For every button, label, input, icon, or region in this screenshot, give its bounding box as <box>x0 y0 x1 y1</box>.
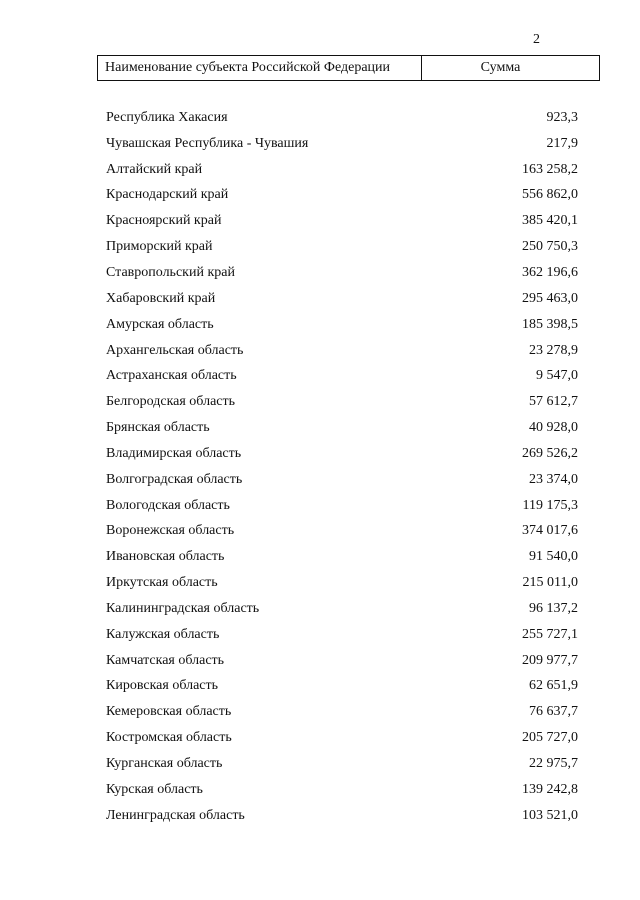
table-row <box>106 415 578 441</box>
region-name: Ивановская область <box>106 549 225 565</box>
region-list <box>106 105 578 829</box>
table-header <box>97 55 600 81</box>
table-row <box>106 389 578 415</box>
table-row <box>106 570 578 596</box>
region-amount: 9 547,0 <box>536 368 578 384</box>
region-amount: 250 750,3 <box>522 239 578 255</box>
region-amount: 385 420,1 <box>522 213 578 229</box>
table-row <box>106 157 578 183</box>
region-name: Камчатская область <box>106 652 225 668</box>
region-amount: 269 526,2 <box>522 445 578 461</box>
header-sum: Сумма <box>480 60 521 75</box>
table-row <box>106 519 578 545</box>
region-amount: 556 862,0 <box>522 187 578 203</box>
table-row <box>106 596 578 622</box>
region-amount: 295 463,0 <box>522 290 578 306</box>
page-number: 2 <box>533 32 540 47</box>
table-row <box>106 131 578 157</box>
region-name: Архангельская область <box>106 342 244 358</box>
table-row <box>106 777 578 803</box>
region-name: Краснодарский край <box>106 187 229 203</box>
region-amount: 205 727,0 <box>522 730 578 746</box>
region-amount: 255 727,1 <box>522 626 578 642</box>
region-name: Владимирская область <box>106 445 242 461</box>
region-name: Брянская область <box>106 420 210 436</box>
region-name: Иркутская область <box>106 575 218 591</box>
table-row <box>106 648 578 674</box>
region-name: Костромская область <box>106 730 232 746</box>
region-amount: 374 017,6 <box>522 523 578 539</box>
region-name: Калужская область <box>106 626 220 642</box>
region-amount: 91 540,0 <box>529 549 578 565</box>
region-amount: 209 977,7 <box>522 652 578 668</box>
region-name: Белгородская область <box>106 394 236 410</box>
table-row <box>106 208 578 234</box>
table-row <box>106 363 578 389</box>
region-amount: 103 521,0 <box>522 807 578 823</box>
region-amount: 923,3 <box>546 109 578 125</box>
region-amount: 362 196,6 <box>522 264 578 280</box>
region-amount: 22 975,7 <box>529 756 578 772</box>
region-amount: 57 612,7 <box>529 394 578 410</box>
table-row <box>106 312 578 338</box>
table-row <box>106 751 578 777</box>
region-name: Волгоградская область <box>106 471 243 487</box>
region-name: Калининградская область <box>106 600 260 616</box>
region-name: Вологодская область <box>106 497 230 513</box>
table-row <box>106 493 578 519</box>
table-row <box>106 441 578 467</box>
region-name: Ленинградская область <box>106 807 245 823</box>
region-name: Республика Хакасия <box>106 109 228 125</box>
table-row <box>106 544 578 570</box>
table-row <box>106 105 578 131</box>
table-row <box>106 803 578 829</box>
region-name: Чувашская Республика - Чувашия <box>106 135 309 151</box>
region-name: Ставропольский край <box>106 264 235 280</box>
region-amount: 215 011,0 <box>522 575 578 591</box>
region-name: Хабаровский край <box>106 290 216 306</box>
table-row <box>106 725 578 751</box>
region-name: Красноярский край <box>106 213 222 229</box>
table-row <box>106 183 578 209</box>
region-amount: 62 651,9 <box>529 678 578 694</box>
region-amount: 119 175,3 <box>522 497 578 513</box>
table-row <box>106 467 578 493</box>
region-name: Курская область <box>106 781 203 797</box>
region-amount: 40 928,0 <box>529 420 578 436</box>
region-amount: 23 278,9 <box>529 342 578 358</box>
region-amount: 23 374,0 <box>529 471 578 487</box>
table-row <box>106 260 578 286</box>
table-row <box>106 234 578 260</box>
region-amount: 96 137,2 <box>529 600 578 616</box>
table-row <box>106 338 578 364</box>
region-amount: 76 637,7 <box>529 704 578 720</box>
region-amount: 217,9 <box>546 135 578 151</box>
region-name: Астраханская область <box>106 368 237 384</box>
table-row <box>106 286 578 312</box>
region-amount: 185 398,5 <box>522 316 578 332</box>
header-region-name: Наименование субъекта Российской Федерации <box>98 56 422 80</box>
region-name: Алтайский край <box>106 161 203 177</box>
region-name: Курганская область <box>106 756 223 772</box>
region-name: Кемеровская область <box>106 704 232 720</box>
table-row <box>106 674 578 700</box>
region-name: Приморский край <box>106 239 213 255</box>
region-name: Кировская область <box>106 678 219 694</box>
region-name: Воронежская область <box>106 523 235 539</box>
table-row <box>106 622 578 648</box>
table-row <box>106 699 578 725</box>
region-name: Амурская область <box>106 316 214 332</box>
region-amount: 139 242,8 <box>522 781 578 797</box>
region-amount: 163 258,2 <box>522 161 578 177</box>
